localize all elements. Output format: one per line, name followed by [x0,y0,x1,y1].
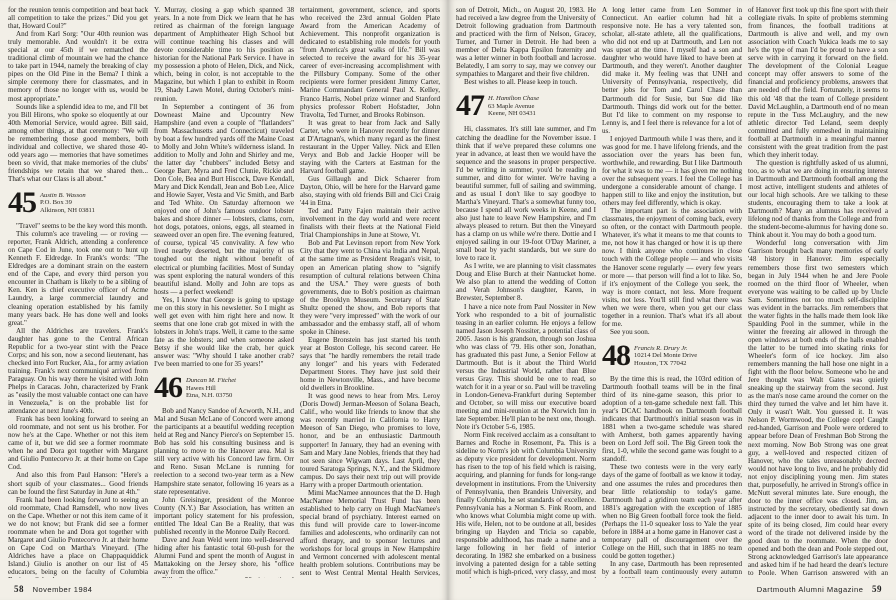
address-line: Hawes Hill [186,384,216,392]
paragraph: Frank had been looking forward to seeing an old roommate, Chad Ramsdell, who now lives on the Cape. Whether or not this item came of it we do not know; but Frank did see a former roommate when he and Dora got together with Margaret and Giulio Pontecorvo Jr. at their home on Cape Cod on Martha's Vineyard. (The Aldriches have a place on Chappaquiddick Island.) Giulio is another on our list of 45 educators, being on the faculty of Columbia [8,495,148,577]
paragraph: son of Detroit, Mich., on August 20, 1983. He had received a law degree from the University of Detroit following graduation from Dartmouth and practiced with the firm of Nelson, Gracey, Turner, and Turner in Detroit. He had been a member of Delta Kappa Epsilon fraternity and was a letter winner in both football and lacrosse. Belatedly, I am sorry to say, may we convey our sympathies to Margaret and their five children. [456,6,596,79]
paragraph: Bob and Nancy Sandoe of Acworth, N.H., and Mal and Susan McLane of Concord were among the participants at a beautiful wedding reception held at Reg and Nancy Pierce's on September 15. Bob has sold his consulting business and is planning to move to the Hanover area. Mal is still very active with his Concord law firm. Orr and Reno. Susan McLane is running for reelection to a second two-year term as a New Hampshire state senator, following 16 years as a state representative. [154,407,294,496]
paragraph: Best wishes to all. Please keep in touch. [464,78,578,87]
paragraph: By the time this is read, the 103rd edition of Dartmouth football teams will be in the final third of its nine-game season, this prior to adoption of a ten-game schedule next fall. This year's DCAC handbook on Dartmouth football indicates that Dartmouth's initial season was in 1881 when a two-game schedule was shared with Amherst, both games apparently having been on Lord Jeff soil. The Big Green took the first, 1-0, while the second game was fought to a standoff. [602,374,742,464]
class-year: 46 [154,371,182,405]
address-line: Keene, NH 03431 [488,110,536,118]
class-heading-47 [456,89,596,123]
address-line: Alkinson, NH 03811 [40,206,95,214]
paragraph: Frank has been looking forward to seeing an old roommate, and not sent us his brother. For now he's at the Cape. Whether or not this item came of it, but we did see a former roommate when he and Dora got together with Margaret and Giulio Pontecorvo Jr. at their home on Cape Cod. [8,415,148,472]
paragraph: I enjoyed Dartmouth while I was there, and it was good for me. I have lifelong friends, and the association over the years has been fun, worthwhile, and rewarding. But I like Dartmouth for what it was to me — it has given me nothing over the subsequent years. I feel the College has undergone a considerable amount of change. I happen still to like and enjoy the institution, but others may feel differently, which is okay. [602,134,742,208]
paragraph: for the reunion tennis competition and beat back all competition to take the prizes." Did you get that, Howard Coul?" [8,6,148,31]
class-year: 47 [456,89,484,123]
left-col-3 [300,6,440,578]
paragraph [154,576,294,578]
paragraph: And also this from Paul Hanson: "Here's a short squib of your classmates... Good friends can be found the first Saturday in June at 4th." [8,471,148,496]
class-secretary-address [634,343,697,367]
paragraph: As I write, we are planning to visit classmates Doug and Elise Burch at their Nantucket home. We also plan to attend the wedding of Cotton and Verah Johnson's daughter, Karen, in Brewster, September 8. [456,262,596,303]
paragraph: Bob and Pat Levinson report from New York City that they went to China via India and Nepal, at the same time as President Reagan's visit, to open an American plating show to "signify resumption of cultural relations between China and the USA." They were guests of both governments, due to Bob's position as chairman of the Brooklyn Museum. Secretary of State Shultz opened the show, and Bob reports that they were "very impressed" with the work of our ambassador and the embassy staff, all of whom spoke in Chinese. [300,239,440,336]
paragraph: It was good news to hear from Mrs. Leroy (Doris Dowd) Jerman-Meeson of Solana Beach, Calif., who would like friends to know that she was recently married in California to Harry Meeson of San Diego, who promises to love, honor, and be an enthusiastic Dartmouth supporter! In January, they had an evening with Sam and Mary Jane Nobles, friends that they had not seen since Wigwam days. Last April, they toured Saratoga Springs, N.Y., and the Skidmore campus. Do says their next trip out will provide Harry with a proper Dartmouth orientation. [300,392,440,489]
paragraph: Wonderful long conversation with Jim Garrison brought back many memories of early '48 history in Hanover. Jim especially remembers those first two semesters which began in July 1944 when he and Jere Poole roomed on the third floor of Wheeler, when everyone was waiting to be called up by Uncle Sam. Sometimes not too much self-discipline was evident in the barracks. Jim remembers that the water fights in the halls made them look like Spaulding Pool in the summer, while in the winter the freezing air allowed in through the open windows at both ends of the halls enabled the latter to be turned into skating rinks for Wheeler's form of ice hockey. Jim also remembers manning the hall hose one night in a fight with the floor below. Someone who he and Jere thought was Walt Gates was quietly sneaking up the stairway from the second. Just as the man's nose came around the corner on the third they turned the valve and let him have it. Only it wasn't Walt. You guessed it. It was Nelson P. Wormwood, the College cop! Caught red-handed, Garrison and Poole were ordered to appear before Dean of Freshman Bob Strong the next morning. Now Bob Strong was one great guy, a well-loved and respected citizen of Hanover, who the tales unreasonably decreed would not have long to live, and he probably did not enjoy disciplining young men. Jim states that, purposefully, he arrived in Strong's office in McNutt several minutes late. Sure enough, the door to the inner office was closed. Jim, as instructed by the secretary, obediently sat down adjacent to the inner door to await his turn. In spite of its being closed, Jim could hear every word of the tirade not delivered inside by the good dean to the roommate. When the door opened and both the dean and Poole stepped out, Strong acknowledged Garrison's late appearance and asked him if he had heard the dean's lecture to Poole. When Garrison answered with an [748,239,888,578]
class-year: 48 [602,338,630,372]
address-line: 63 Maple Avenue [488,102,535,110]
class-secretary-address [40,190,95,214]
paragraph: The important part is the association with classmates, the enjoyment of coming back, every so often, or the contact with Dartmouth people. Whatever, it's what it means to me that counts to me, not how it has changed or how it is up there now. I think anyone who continues in close touch with the College people — and who visits the Hanover scene regularly — every few years or more — that person will find a lot to like. So, if it's enjoyment of the College you seek, the way is more contact, not less. More frequent visits, not less. You'll still find what there was when we were there, when you get our class together in a reunion. That's what it's all about for me. [602,207,742,328]
right-page [448,0,896,600]
page-number: 58 [14,584,24,594]
left-col-1 [8,6,148,578]
paragraph: I have a nice note from Paul Nossiter in New York who responded to a bit of journalistic teasing in an earlier column. He enjoys a fellow named Jason Joseph Nossiter, a potential class of 2005. Jason is his grandson, through son Joshua who was class of '79. His other son, Jonathan, has graduated this past June, a Senior Fellow at Dartmouth. But is it about the Third World versus the Industrial World, rather than Blue versus Gray. This should be one to read, so watch for it in a year or so. Paul will be traveling in London-Geneva-Frankfurt during September and October, so will miss our executive board meeting and mini-reunion at the Norwich Inn in late September. He'll plan to be next one, though. Note it's October 5-6, 1985. [456,302,596,432]
secretary-name: H. Hamilton Chase [488,95,540,103]
issue-date: November 1984 [32,585,93,594]
paragraph: Eugene Bronstein has just started his tenth year at Boston College, his second career. He says that "he hardly remembers the retail trade any longer" and his years with Federated Department Stores. They have just sold their home in Newtonville, Mass., and have become old dwellers in Brookline. [300,335,440,393]
paragraph: These two contests were in the very early days of the game of football as we know it today, and one assumes the rules and procedures then bear little relationship to today's game. Dartmouth had a gridiron team each year after 1881's aggregation with the exception of 1885 when no Big Green football force took the field. (Perhaps the 11-0 squeaker loss to Yale the year before in 1884 at a home game in Hanover cast a temporary pall of discouragement over the College on the Hill, such that in 1885 no team could be gotten together.) [602,463,742,560]
class-year: 45 [8,186,36,220]
paragraph: The question is rightfully asked of us alumni, too, as to what we are doing in ensuring interest in Dartmouth and Dartmouth football among the most active, intelligent students and athletes of our local high schools. Are we talking to these students, encouraging them to take a look at Dartmouth? Many an alumnus has received a lifelong nod of thanks from the College and from the student-become-alumnus for having done so. Think about it. You may do both a good turn. [748,158,888,240]
page-footer-left [8,584,92,594]
paragraph: And from Karl Sorg: "Our 40th reunion was truly memorable. And wouldn't it be extra special at our 45th if we rematched the traditional climb of mountain we had the chance to take part in 1944, namely the breaking of clay pipes on the Old Pine in the Bema? I think a simple ceremony there for classmates, and in memory of those no longer with us, would be most appropriate." [8,30,148,103]
paragraph: In any case, Dartmouth has been represented by a football team continuously every autumn [602,560,742,577]
secretary-name: Duncan M. Fitchet [186,377,236,385]
paragraph: of Hanover first took up this fine sport with their collegiate rivals. In spite of problems stemming from finances, the football traditions at Dartmouth is alive and well, and my own association with Coach Yukica leads me to say he's the type of man I'd be proud to have a son serve with in carrying it forward on the field. The development of the Colonial League concept may offer answers to some of the financial and proficiency problems, answers that are needed off the field. Fortunately, it seems to this old '48 that the team of College president David McLaughlin, a Dartmouth end of no mean repute in the Tuss McLaughry, and the new athletic director Ted Leland, seem deeply committed and fully enmeshed in maintaining football at Dartmouth in a meaningful manner consistent with the great tradition from the past which they inherit today. [748,6,888,159]
paragraph: Mimi MacNamee announces that the D. Hugh MacNamee Memorial Trust Fund has been established to help carry on Hugh MacNamee's special brand of psychiatry. Interest earned on this fund will provide care to lower-income families and adolescents, who ordinarily can not afford therapy, and to sponsor lectures and workshops for local groups in New Hampshire and Vermont concerned with adolescent mental health problem solutions. Contributions may be sent to West Central Mental Health Services, [300,488,440,578]
class-secretary-address [186,375,236,399]
class-heading-46 [154,371,294,405]
paragraph: A long letter came from Len Sommer in Connecticut. An earlier column had hit a responsive note. He has a very talented son, scholar, all-state athlete, all the qualifications, who did not end up at Dartmouth, and Len not was upset at the time. I myself had a son and daughter who would have liked to have been at Dartmouth, and they weren't. Another daughter did make it. My feeling was that UNH and University of Pennsylvania, respectively, did better jobs for Tom and Carol Chase than Dartmouth did for Susie, but Sue did like Dartmouth. Things did work out for the better. But I'd like to comment on my response to Lenny is, and I feel there is relevance for a lot of us. [602,6,742,135]
class-heading-48 [602,338,742,372]
paragraph: John Greisinger, president of the Monroe County (N.Y.) Bar Association, has written an important policy statement for his profession, entitled The Ideal Can Be a Reality, that was published recently in the Monroe Daily Record. [154,495,294,536]
paragraph: Sounds like a splendid idea to me, and I'll bet you Bill Hirons, who spoke so eloquently at our 40th Memorial Service, would agree. Bill said, among other things, at that ceremony: "We will be remembering those good members, both individual and collective, we shared those 40-odd years ago — memories that have sometimes been so vivid, that make memories of the clubs' friendships we retain that we shared then... That's what our Class is all about." [8,102,148,183]
right-col-3 [748,6,888,578]
secretary-name: Austin B. Wasson [40,192,86,200]
class-heading-45 [8,186,148,220]
secretary-name: Francis R. Drury Jr. [634,344,688,352]
paragraph: In September a contingent of 36 from Downeast Maine and Upcountry New Hampshire (and even a couple of "flatlanders" from Massachusetts and Connecticut) traveled by boat a few hundred yards off the Maine Coast to Molly and John White's wilderness island. In addition to Molly and John and Shirley and me, the latter day "chubbers" included Betsy and George Barr, Myra and Fred Clunie, Rickie and Don Cole, Bea and Burt Hiscock, Dave Kendall, Mary and Dick Kendall, Jean and Bob Lee, Alice and Howie Sayer, Vesta and Vic Smith, and Barb and Ted White. On Saturday afternoon we enjoyed one of John's famous outdoor lobster bakes and shore dinner — lobsters, clams, corn, hot dogs, potatoes, onions, eggs, all steamed in seaweed over an open fire. The evening featured, of course, typical '45 convivality. A few who lived nearby deserted, but the majority of us toughed out the night without benefit of electrical or plumbing facilities. Most of Sunday was spent exploring the natural wonders of this beautiful island. Molly and John are tops as hosts — a perfect weekend! [154,102,294,296]
paragraph: Norm Fink received acclaim as a consultant to Barnes and Roche in Rosemont, Pa. This is a sideline to Norm's job with Columbia University as deputy vice president for development. Norm has risen to the top of his field which is raising, acquiring, and planning for funds for long-range development in institutions. From the University of Pennsylvania, then Brandeis University, and finally Columbia, he set standards of excellence. Pennsylvania has a Norman S. Fink Room, and who knows what Columbia might come up with. His wife, Helen, not to be outdone at all, besides bringing up Hayden and Tricia so capable, responsible adulthood, has made a name and a large following in her field of interior decorating. In 1982 she embarked on a business involving a patented design for a table setting motif which is high-priced, very classy, and most [456,431,596,577]
paragraph: Ted and Patty Fajen maintain their active involvement in the day world and were recent finalists with their fleets at the National Field Trial Championships in June at Stowe, Vt. [300,207,440,240]
paragraph: It was great to hear from Jack and Sally Carter, who were in Hanover recently for dinner at D'Artagnan's, which many regard as the finest restaurant in the Upper Valley. Nick and Ellen Veryx and Bob and Jackie Hooper will be staying with the Carters at Eastman for the Harvard football game. [300,118,440,175]
page-footer-right [757,584,888,594]
left-col-2 [154,6,294,578]
paragraph: See you soon. [610,327,650,336]
magazine-title: Dartmouth Alumni Magazine [756,585,864,594]
page-number: 59 [872,584,882,594]
paragraph: tertainment, government, science, and sports who received the 23rd annual Golden Plate Award from the American Academy of Achievement. This nonprofit organization is dedicated to establishing role models for youth "from America's great walks of life." Bill was selected to receive the award for his 35-year career of ever-increasing accomplishment with the Pillsbury Company. Some of the other recipients were former president Jimmy Carter, Marine Commandant General Paul X. Kelley, Franco Harris, Nobel prize winner and Stanford physics professor Robert Hofstadter, John Travolta, Ted Turner, and Brooks Robinson. [300,6,440,119]
paragraph: "Travel" seems to be the key word this month. [16,222,148,231]
address-line: 10214 Del Monte Drive [634,352,698,360]
paragraph: Yes, I know that George is going to upstage me on this story in his newsletter. So I might as well get even with him right here and now. It seems that one lone crab got mixed in with the lobsters in John's traps. Well, it came to the same fate as the lobsters; and when someone asked Betsy if she would like the crab, her quick answer was: "Why should I take another crab? I've been married to one for 35 years!" [154,295,294,369]
paragraph: This column's ace traveling — or roving — reporter, Frank Aldrich, attending a conference on Cape Cod in June, took one out to hunt up Kenneth F. Eldredge. In Frank's words: "The Eldredges are a dominant strain on the eastern end of the Cape, and every third person you encounter in Chatham is likely to be a sibling of Ken. Ken is chief executive officer of Acme Laundry, a large commercial laundry and cleaning operation established by his family many years back. He has done well and looks great." [8,230,148,327]
address-line: Etna, N.H. 03750 [186,391,233,399]
address-line: P.O. Box 39 [40,199,72,207]
paragraph: Gus Gillaugh and Dick Schaerer from Dayton, Ohio, will be here for the Harvard game also, staying with old friends Bill and Cici Craig '44 in Etna. [300,174,440,208]
right-col-1 [456,6,596,578]
right-col-2 [602,6,742,578]
paragraph: Hi, classmates. It's still late summer, and I'm catching the deadline for the November issue. I think that if we've prepared these columns one year in advance, at least then we would have the sequence and the seasons in proper perspective. I'd be writing in summer, you'd be reading in summer, and ditto for winter. We're having a beautiful summer, full of sailing and swimming, and as usual I don't like to say goodbye to Martha's Vineyard. That's a somewhat funny too, because I spend all work weeks in Keene, and I also just hate to leave New Hampshire, and I'm always pleased to return. But then the Vineyard has a clamp on us while we're there. Dottie and I enjoyed sailing in our 19-foot O'Day Mariner, a small boat by yacht standards, but we sure do love to race it. [456,125,596,263]
address-line: Houston, TX 77042 [634,359,687,367]
paragraph: Dave and Jean Weld went into well-deserved hiding after his fantastic total 60-push for the Alumni Fund and spent the month of August in Mattakoking on the Jersey shore, his "office away from the office." [154,535,294,577]
paragraph: Y. Murray, closing a gap which spanned 38 years. In a note from Dick we learn that he has retired as chairman of the foreign language department of Amphitheater High School but will continue teaching his classes and will devote considerable time to his position as historian for the National Park Service. I have in my possession a photo of Helen, Dick, and Nick, which, being in color, is not acceptable to the Magazine, but which I plan to exhibit in Room 19, Shady Lawn Motel, during October's mini-reunion. [154,6,294,103]
class-secretary-address [488,93,539,117]
paragraph: All the Aldriches are travelers. Frank's daughter has gone to the Central African Republic for a two-year stint with the Peace Corps; and his son, now a second lieutenant, has checked into Fort Rucker, Ala., for army aviation training. Frank's next communiqué arrived from Paraguay. On his way there he visited with John Phelps in Caracas. John, characterized by Frank as "easily the most valuable contact one can have in Venezuela," is on the probable list for attendance at next June's 40th. [8,326,148,416]
